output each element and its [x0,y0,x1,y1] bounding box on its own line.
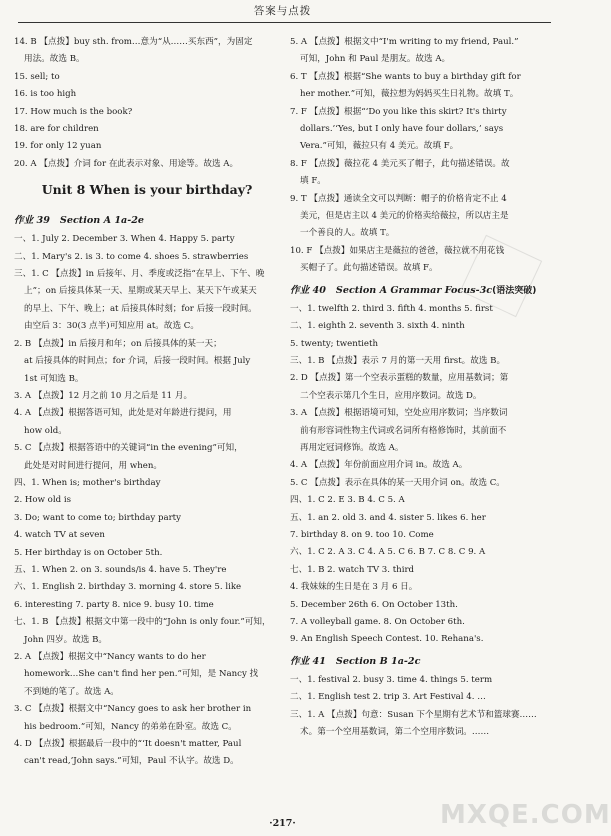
answer-line: 1st 可知选 B。 [24,373,84,384]
answer-line: 6. T 【点拨】根据“She wants to buy a birthday gift for [290,71,521,82]
answer-line: 15. sell; to [14,71,60,82]
unit-title: Unit 8 When is your birthday? [41,182,253,198]
homework-39-answers [14,231,280,771]
section-title: Section A 1a-2e [59,215,145,227]
answer-line: 5. December 26th 6. On October 13th. [290,599,458,610]
answer-line: 9. An English Speech Contest. 10. Rehana's. [290,634,484,645]
answer-line: Vera.”可知，薇拉只有 4 美元。故填 F。 [300,141,459,152]
answer-line: 用法。故选 B。 [24,54,85,65]
answer-line: 买帽子了。此句描述错误。故填 F。 [300,263,438,274]
answer-line: 5. twenty; twentieth [290,338,379,349]
section-title: Section A Grammar Focus-3c [335,284,493,296]
answer-line: 术。第一个空用基数词，第二个空用序数词。…… [300,727,490,738]
answer-line: 16. is too high [14,89,77,100]
answer-line: 3. A 【点拨】12 月之前 10 月之后是 11 月。 [14,390,193,401]
answer-line: 三、1. C 【点拨】in 后接年、月、季度或泛指“在早上、下午、晚 [14,269,265,280]
answer-line: 一、1. twelfth 2. third 3. fifth 4. months 5. first [290,303,493,314]
answer-line: 7. A volleyball game. 8. On October 6th. [290,617,465,627]
answer-line: 3. C 【点拨】根据文中“Nancy goes to ask her brother in [14,704,252,715]
section-title: Section B 1a-2c [335,655,421,667]
answer-line: 9. T 【点拨】通读全文可以判断：帽子的价格肯定不止 4 [290,193,507,204]
homework-40-answers [290,301,552,649]
answer-line: 一、1. July 2. December 3. When 4. Happy 5. party [14,234,235,245]
answer-line: 4. D 【点拨】根据最后一段中的“‘It doesn't matter, Paul [14,739,242,750]
answer-line: 二个空表示第几个生日，应用序数词。故选 D。 [300,390,482,401]
answer-line: 二、1. English test 2. trip 3. Art Festival 4. … [290,692,486,703]
right-column [290,34,552,741]
answer-line: 5. C 【点拨】表示在具体的某一天用介词 on。故选 C。 [290,477,505,488]
left-column [14,34,280,771]
answer-line: 的早上、下午、晚上；at 后接具体时刻；for 后接一段时间。 [24,303,257,314]
answer-line: 四、1. When is; mother's birthday [14,477,161,488]
answer-line: 7. F 【点拨】根据“‘Do you like this skirt? It's thirty [290,106,507,117]
answer-line: her mother.”可知，薇拉想为妈妈买生日礼物。故填 T。 [300,89,519,100]
answer-line: homework…She can't find her pen.”可知，是 Nancy 找 [24,669,259,680]
answer-line: 七、1. B 2. watch TV 3. third [290,564,415,575]
answer-line: 前有形容词性物主代词或名词所有格修饰时，其前面不 [300,425,507,436]
answer-line: 五、1. When 2. on 3. sounds/is 4. have 5. They're [14,564,227,575]
answer-line: 4. A 【点拨】年份前面应用介词 in。故选 A。 [290,460,468,471]
section-heading-41 [290,652,552,672]
answer-line: 3. Do; want to come to; birthday party [14,512,181,523]
answer-line: 一、1. festival 2. busy 3. time 4. things 5. term [290,674,493,685]
answer-line: 5. A 【点拨】根据文中“I'm writing to my friend, Paul.” [290,37,519,47]
answer-line: 再用定冠词修饰。故选 A。 [300,442,404,453]
answer-line: 2. A 【点拨】根据文中“Nancy wants to do her [14,652,206,662]
section-label: 作业 39 [14,215,50,227]
answer-line: 由空后 3：30(3 点半)可知应用 at。故选 C。 [24,321,199,332]
answer-line: John 四岁。故选 B。 [24,634,108,645]
answer-line: 8. F 【点拨】薇拉花 4 美元买了帽子，此句描述错误。故 [290,158,510,169]
answer-line: 18. are for children [14,124,99,135]
right-top-answers [290,34,552,278]
answer-line: 四、1. C 2. E 3. B 4. C 5. A [290,495,405,506]
section-heading-39 [14,211,280,231]
answer-line: 5. C 【点拨】根据答语中的关键词“in the evening”可知， [14,443,243,454]
header-rule [18,22,551,23]
header-title: 答案与点拨 [253,5,312,17]
answer-line: 美元，但是店主以 4 美元的价格卖给薇拉，所以店主是 [300,211,509,222]
answer-line: his bedroom.”可知，Nancy 的弟弟在卧室。故选 C。 [24,721,237,732]
answer-line: 2. D 【点拨】第一个空表示蛋糕的数量，应用基数词；第 [290,373,509,384]
answer-line: dollars.’‘Yes, but I only have four dollars,’ says [300,124,504,135]
answer-line: 3. A 【点拨】根据语境可知，空处应用序数词；当序数词 [290,408,508,419]
answer-line: 二、1. Mary's 2. is 3. to come 4. shoes 5. strawberries [14,251,249,262]
answer-line: 5. Her birthday is on October 5th. [14,547,163,558]
section-label: 作业 40 [290,284,326,296]
answer-line: can't read,’John says.”可知，Paul 不认字。故选 D。 [24,756,239,767]
answer-line: 上”；on 后接具体某一天、星期或某天早上、某天下午或某天 [24,286,257,297]
answer-line: 4. 我妹妹的生日是在 3 月 6 日。 [290,582,418,593]
page-header [0,0,565,22]
answer-line: 一个善良的人。故填 T。 [300,228,395,239]
page-number: ·217· [269,818,296,829]
answer-line: 20. A 【点拨】介词 for 在此表示对象、用途等。故选 A。 [14,158,239,169]
answer-line: 七、1. B 【点拨】根据文中第一段中的“John is only four.”可知， [14,617,271,628]
answer-line: 二、1. eighth 2. seventh 3. sixth 4. ninth [290,321,465,332]
site-watermark: MXQE.COM [440,800,611,830]
answer-line: 可知，John 和 Paul 是朋友。故选 A。 [300,54,451,65]
homework-41-answers [290,672,552,742]
answer-line: 2. B 【点拨】in 后接月和年；on 后接具体的某一天； [14,338,222,349]
answer-line: 4. watch TV at seven [14,530,105,541]
answer-line: 2. How old is [14,495,72,506]
section-label: 作业 41 [290,655,326,667]
answer-line: 14. B 【点拨】buy sth. from…意为“从……买东西”，为固定 [14,37,253,47]
answer-line: 7. birthday 8. on 9. too 10. Come [290,529,434,540]
answer-line: 此处是对时间进行提问，用 when。 [24,460,162,471]
answer-line: how old。 [24,425,67,436]
answer-line: 6. interesting 7. party 8. nice 9. busy 10. time [14,599,214,610]
answer-line: at 后接具体的时间点；for 介词，后接一段时间。根据 July [24,356,251,367]
answer-line: 填 F。 [300,176,326,187]
answer-line: 六、1. English 2. birthday 3. morning 4. store 5. like [14,582,242,593]
answer-line: 三、1. A 【点拨】句意：Susan 下个星期有艺术节和篮球赛…… [290,709,537,720]
answer-line: 六、1. C 2. A 3. C 4. A 5. C 6. B 7. C 8. C 9. A [290,547,486,558]
answer-line: 五、1. an 2. old 3. and 4. sister 5. likes 6. her [290,512,486,523]
answer-line: 17. How much is the book? [14,106,133,117]
answer-line: 不到她的笔了。故选 A。 [24,686,119,697]
answer-line: 4. A 【点拨】根据答语可知，此处是对年龄进行提问，用 [14,408,232,419]
answer-line: 三、1. B 【点拨】表示 7 月的第一天用 first。故选 B。 [290,355,506,366]
answer-line: 10. F 【点拨】如果店主是薇拉的爸爸，薇拉就不用花钱 [290,245,505,256]
answer-line: 19. for only 12 yuan [14,141,102,152]
left-top-answers [14,34,280,173]
section-tag: (语法突破) [492,285,537,296]
